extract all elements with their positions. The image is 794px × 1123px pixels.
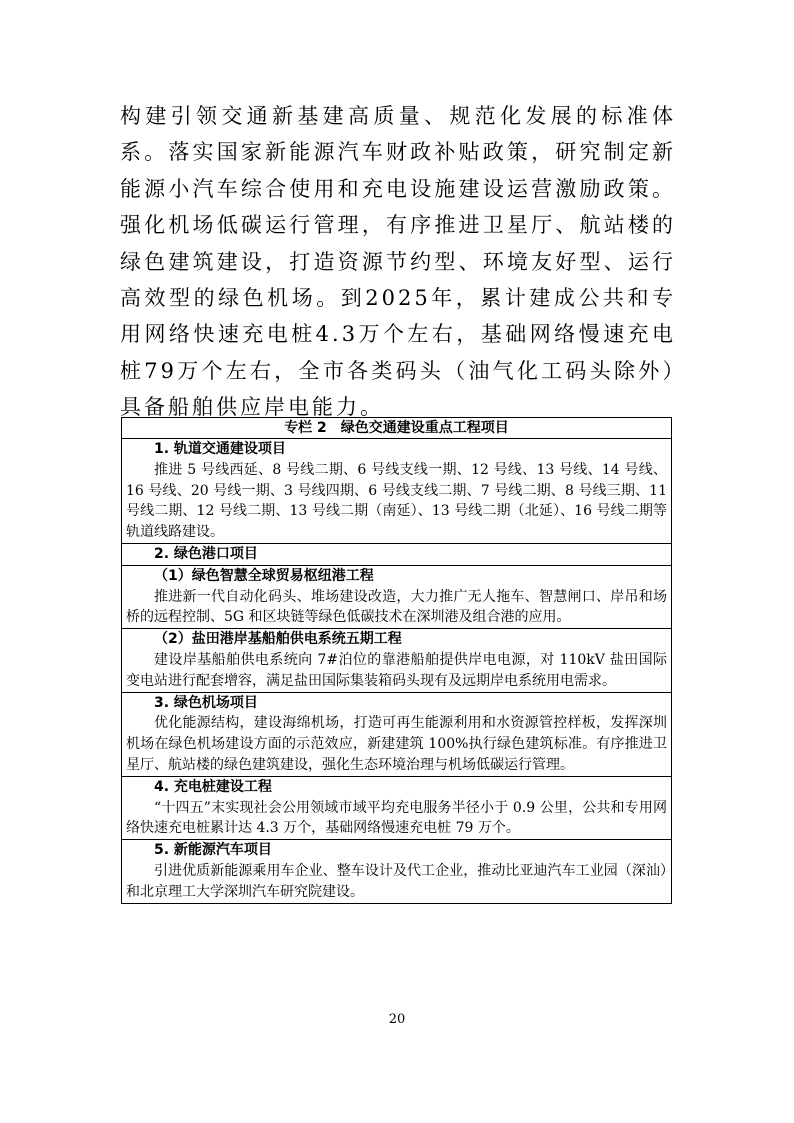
section-port-1 bbox=[122, 566, 671, 629]
section-heading: 2. 绿色港口项目 bbox=[154, 545, 258, 562]
body-paragraph: 构建引领交通新基建高质量、规范化发展的标准体系。落实国家新能源汽车财政补贴政策，研究制定新能源小汽车综合使用和充电设施建设运营激励政策。强化机场低碳运行管理，有序推进卫星厅、航站楼的绿色建筑建设，打造资源节约型、环境友好型、运行高效型的绿色机场。到2025年，累计建成公共和专用网络快速充电桩4.3万个左右，基础网络慢速充电桩79万个左右，全市各类码头（油气化工码头除外）具备船舶供应岸电能力。 bbox=[120, 104, 676, 420]
section-rail bbox=[122, 439, 671, 544]
section-text: “十四五”末实现社会公用领域市域平均充电服务半径小于 0.9 公里，公共和专用网络快速充电桩累计达 4.3 万个，基础网络慢速充电桩 79 万个。 bbox=[126, 799, 667, 837]
section-heading: 1. 轨道交通建设项目 bbox=[154, 441, 286, 457]
feature-box bbox=[121, 417, 672, 904]
page-number: 20 bbox=[388, 1012, 406, 1027]
section-charging bbox=[122, 777, 671, 840]
section-text: 优化能源结构，建设海绵机场，打造可再生能源利用和水资源管控样板，发挥深圳机场在绿色机场建设方面的示范效应，新建建筑 100%执行绿色建筑标准。有序推进卫星厅、航站楼的绿色建筑建设，强化生态环境治理与机场低碳运行管理。 bbox=[126, 715, 667, 773]
section-airport bbox=[122, 693, 671, 777]
section-port-2 bbox=[122, 629, 671, 692]
section-heading: 3. 绿色机场项目 bbox=[154, 694, 258, 711]
section-nev bbox=[122, 840, 671, 902]
section-port-heading-row bbox=[122, 544, 671, 566]
box-title: 专栏 2 绿色交通建设重点工程项目 bbox=[122, 418, 671, 439]
body-text bbox=[120, 98, 676, 426]
section-text: 推进 5 号线西延、8 号线二期、6 号线支线一期、12 号线、13 号线、14 号线、16 号线、20 号线一期、3 号线四期、6 号线支线二期、7 号线二期、8 号线三期、11 号线二期、12 号线二期、13 号线二期（南延）、13 号线二期（北延）、16 号线二期等轨道线路建设。 bbox=[126, 461, 667, 541]
section-text: 建设岸基船舶供电系统向 7#泊位的靠港船舶提供岸电电源，对 110kV 盐田国际变电站进行配套增容，满足盐田国际集装箱码头现有及远期岸电系统用电需求。 bbox=[126, 651, 667, 689]
section-sub-heading: （2）盐田港岸基船舶供电系统五期工程 bbox=[154, 631, 402, 648]
section-sub-heading: （1）绿色智慧全球贸易枢纽港工程 bbox=[154, 567, 374, 584]
section-heading: 4. 充电桩建设工程 bbox=[154, 778, 272, 795]
section-text: 引进优质新能源乘用车企业、整车设计及代工企业，推动比亚迪汽车工业园（深汕）和北京理工大学深圳汽车研究院建设。 bbox=[126, 862, 667, 900]
section-heading: 5. 新能源汽车项目 bbox=[154, 842, 272, 859]
section-text: 推进新一代自动化码头、堆场建设改造，大力推广无人拖车、智慧闸口、岸吊和场桥的远程控制、5G 和区块链等绿色低碳技术在深圳港及组合港的应用。 bbox=[126, 588, 667, 626]
